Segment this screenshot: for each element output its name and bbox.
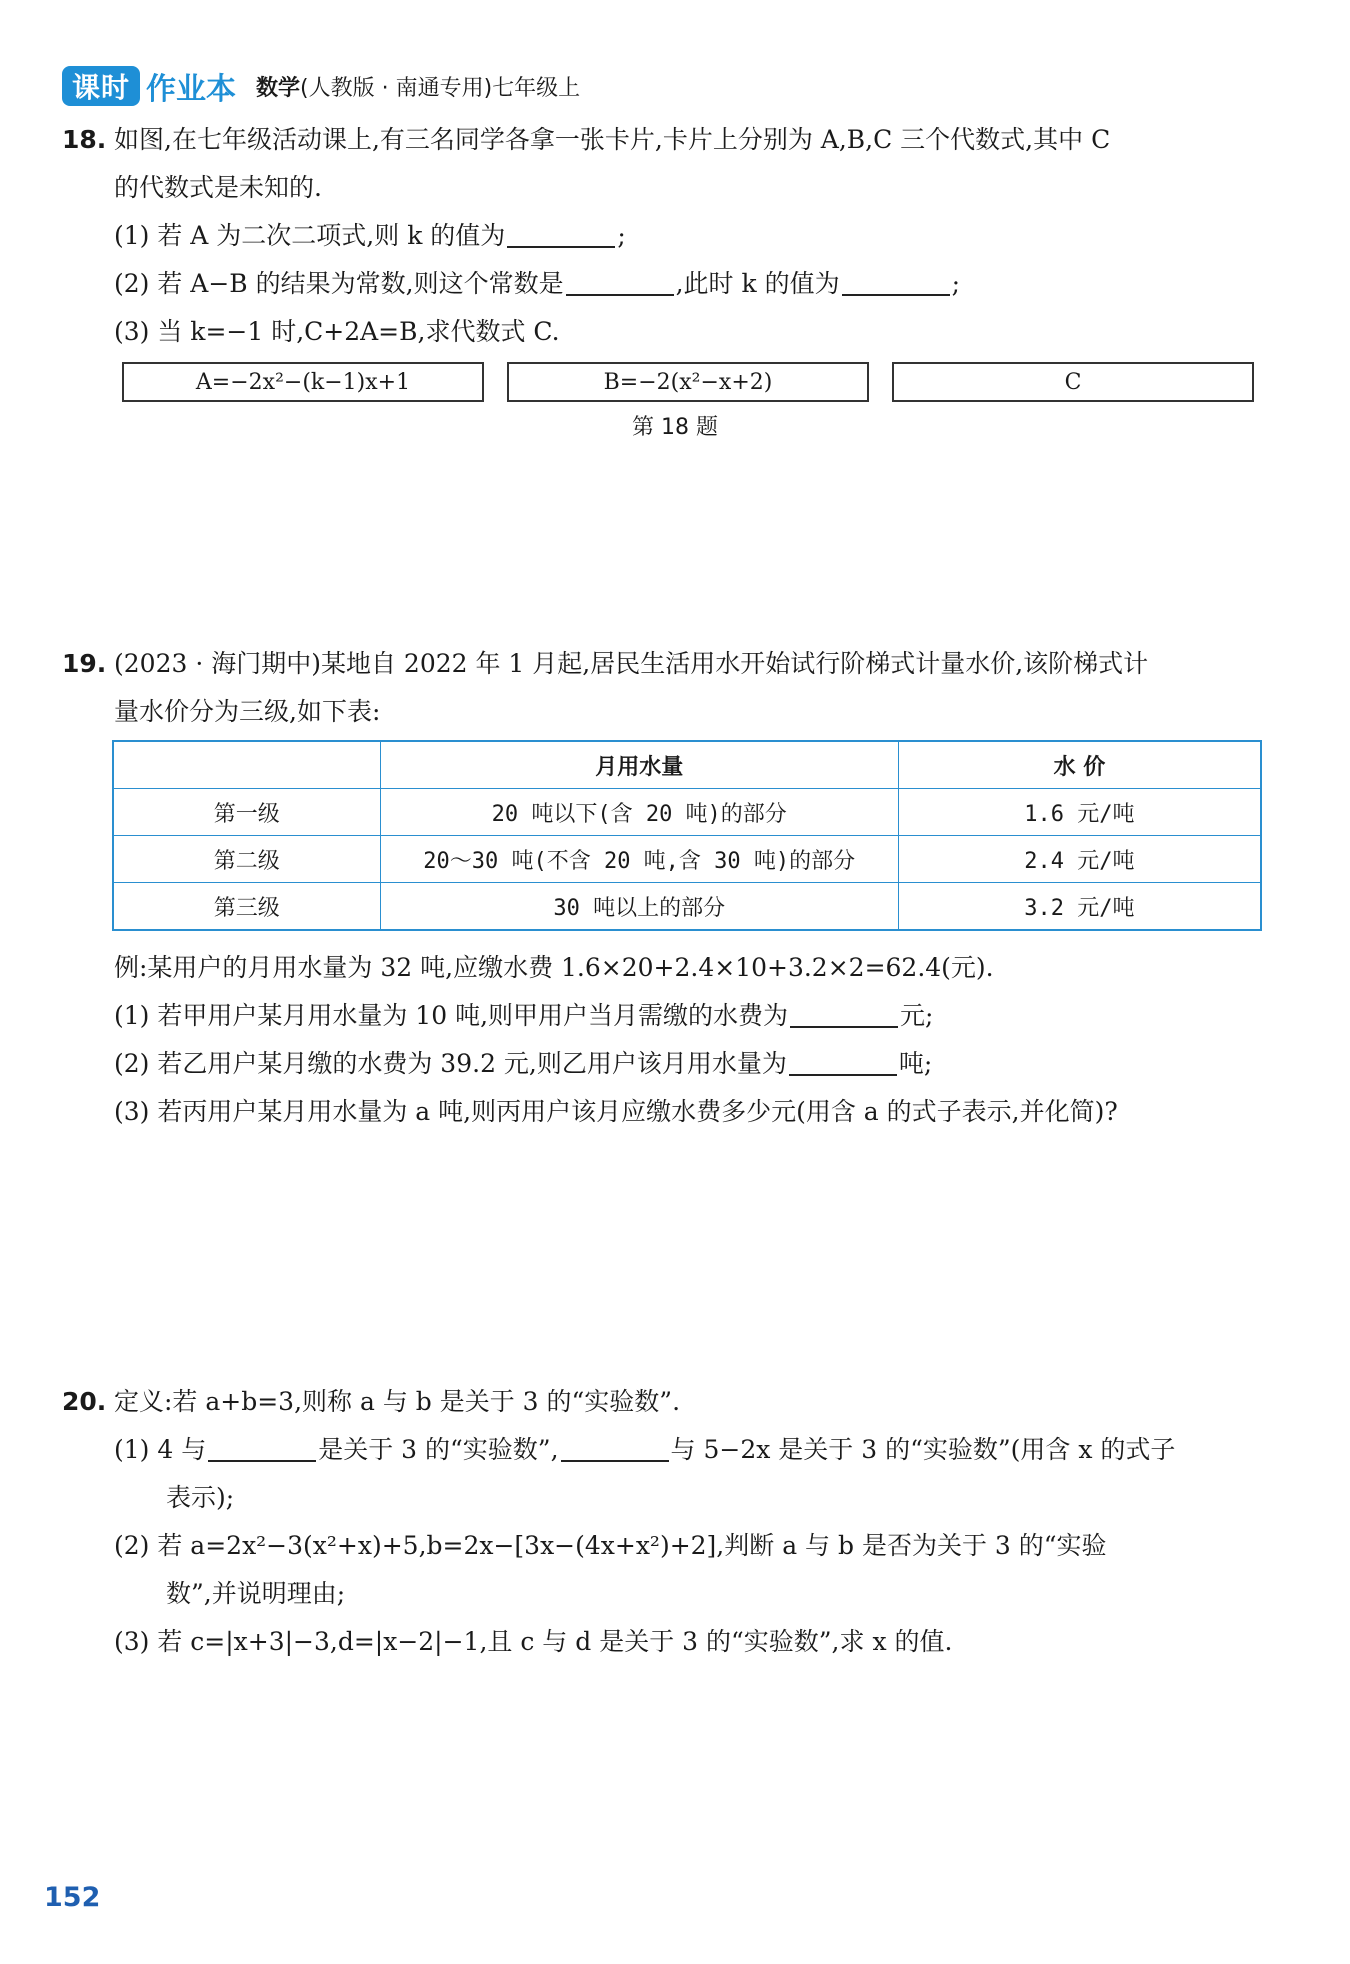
answer-blank[interactable]	[842, 264, 950, 296]
table-header-row	[113, 741, 1261, 789]
q18-stem-line2: 的代数式是未知的.	[114, 173, 322, 202]
table-header: 水 价	[898, 741, 1261, 789]
table-cell: 3.2 元/吨	[898, 883, 1261, 931]
answer-blank[interactable]	[208, 1430, 316, 1462]
page-header	[62, 64, 580, 108]
question-20	[62, 1378, 1262, 1666]
q20-stem: 20. 定义:若 a+b=3,则称 a 与 b 是关于 3 的“实验数”.	[62, 1378, 1262, 1426]
answer-blank[interactable]	[790, 996, 898, 1028]
q18-stem-line1: 18. 如图,在七年级活动课上,有三名同学各拿一张卡片,卡片上分别为 A,B,C 三个代数式,其中 C	[62, 116, 1262, 164]
table-cell: 2.4 元/吨	[898, 836, 1261, 883]
question-19-parts	[62, 944, 1262, 1136]
q18-part1: (1) 若 A 为二次二项式,则 k 的值为 ;	[62, 212, 1262, 260]
q20-number: 20.	[62, 1387, 107, 1416]
table-cell: 20～30 吨(不含 20 吨,含 30 吨)的部分	[380, 836, 898, 883]
q18-part2: (2) 若 A−B 的结果为常数,则这个常数是 ,此时 k 的值为 ;	[62, 260, 1262, 308]
table-cell: 30 吨以上的部分	[380, 883, 898, 931]
answer-blank[interactable]	[507, 216, 615, 248]
table-cell: 第二级	[113, 836, 380, 883]
q19-part2: (2) 若乙用户某月缴的水费为 39.2 元,则乙用户该月用水量为 吨;	[62, 1040, 1262, 1088]
q20-part2: (2) 若 a=2x²−3(x²+x)+5,b=2x−[3x−(4x+x²)+2],判断 a 与 b 是否为关于 3 的“实验	[114, 1531, 1107, 1560]
q19-example: 例:某用户的月用水量为 32 吨,应缴水费 1.6×20+2.4×10+3.2×2=62.4(元).	[114, 953, 994, 982]
question-19	[62, 640, 1262, 736]
q18-part3: (3) 当 k=−1 时,C+2A=B,求代数式 C.	[114, 317, 560, 346]
table-row	[113, 883, 1261, 931]
edition: (人教版 · 南通专用)七年级上	[300, 75, 581, 101]
answer-blank[interactable]	[561, 1430, 669, 1462]
question-18	[62, 116, 1262, 356]
water-price-table	[112, 740, 1262, 931]
answer-blank[interactable]	[789, 1044, 897, 1076]
table-header: 月用水量	[380, 741, 898, 789]
q20-part1-cont: 表示);	[166, 1483, 235, 1512]
answer-blank[interactable]	[566, 264, 674, 296]
q19-number: 19.	[62, 649, 107, 678]
table-row	[113, 789, 1261, 836]
table-cell: 第一级	[113, 789, 380, 836]
q20-part3: (3) 若 c=|x+3|−3,d=|x−2|−1,且 c 与 d 是关于 3 的“实验数”,求 x 的值.	[114, 1627, 953, 1656]
subject-line	[256, 71, 580, 102]
figure-caption: 第 18 题	[632, 415, 718, 440]
book-name: 作业本	[146, 72, 237, 107]
q19-part3: (3) 若丙用户某月用水量为 a 吨,则丙用户该月应缴水费多少元(用含 a 的式子表示,并化简)?	[114, 1097, 1118, 1126]
table-row	[113, 836, 1261, 883]
card-a: A=−2x²−(k−1)x+1	[122, 362, 484, 402]
q20-part2-cont: 数”,并说明理由;	[166, 1579, 346, 1608]
q19-part1: (1) 若甲用户某月用水量为 10 吨,则甲用户当月需缴的水费为 元;	[62, 992, 1262, 1040]
card-b: B=−2(x²−x+2)	[507, 362, 869, 402]
table-cell: 1.6 元/吨	[898, 789, 1261, 836]
q19-stem-line2: 量水价分为三级,如下表:	[114, 697, 381, 726]
series-logo: 课时	[62, 66, 140, 106]
table-cell: 第三级	[113, 883, 380, 931]
q18-cards	[122, 362, 1254, 402]
table-header	[113, 741, 380, 789]
q18-number: 18.	[62, 125, 107, 154]
subject: 数学	[256, 75, 301, 101]
q19-stem-line1: 19. (2023 · 海门期中)某地自 2022 年 1 月起,居民生活用水开始试行阶梯式计量水价,该阶梯式计	[62, 640, 1262, 688]
q20-part1: (1) 4 与 是关于 3 的“实验数”, 与 5−2x 是关于 3 的“实验数”(用含 x 的式子	[62, 1426, 1262, 1474]
table-cell: 20 吨以下(含 20 吨)的部分	[380, 789, 898, 836]
page-number: 152	[44, 1882, 101, 1913]
card-c: C	[892, 362, 1254, 402]
